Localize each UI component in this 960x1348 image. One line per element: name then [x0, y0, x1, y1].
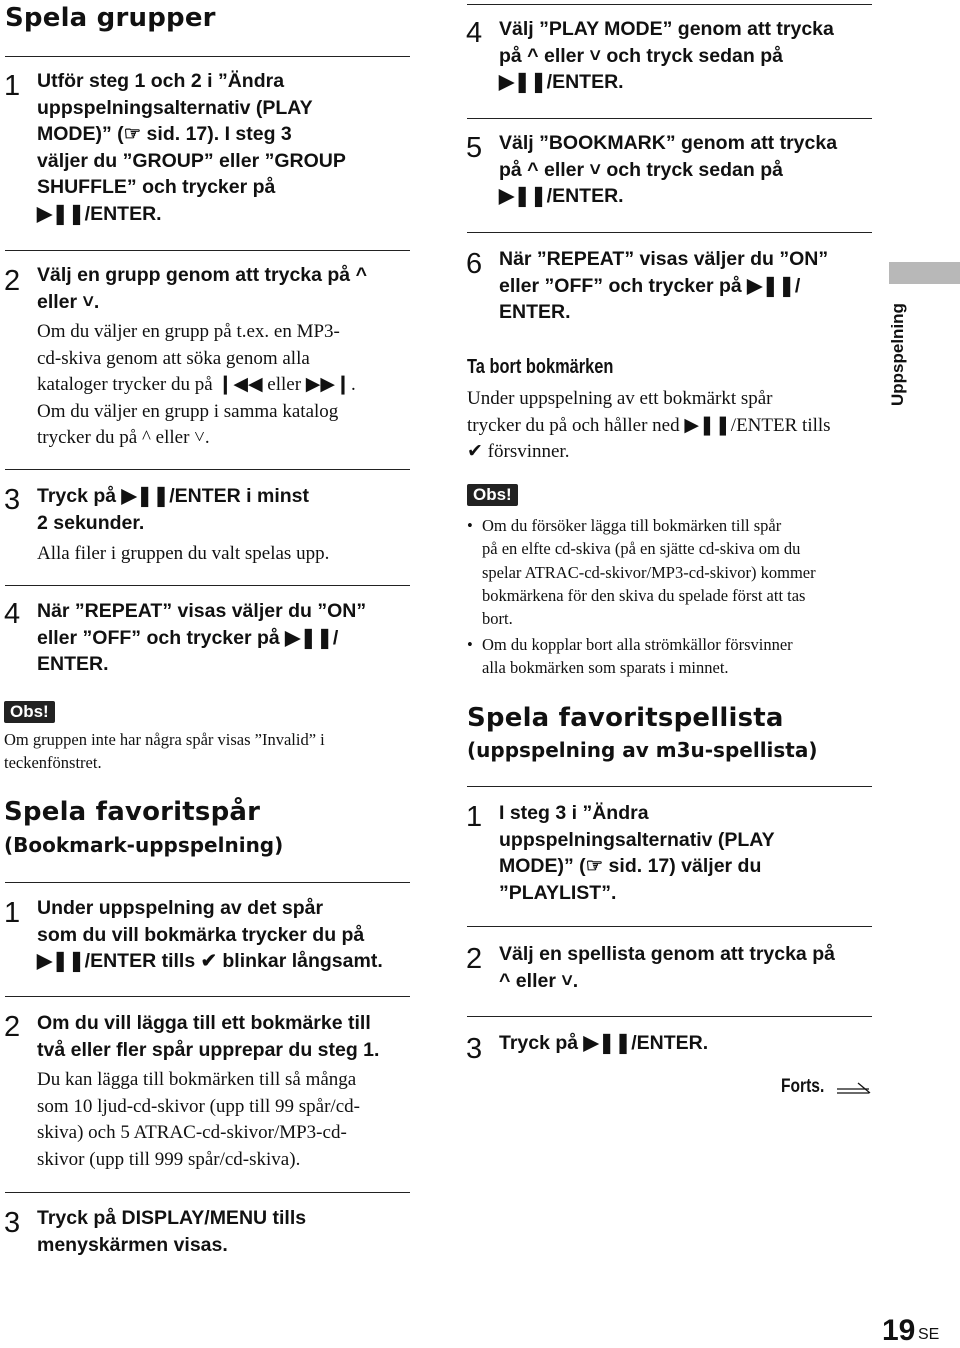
step-explanation: Alla filer i gruppen du valt spelas upp. — [37, 543, 330, 564]
step-number: 1 — [466, 801, 483, 833]
page-language-code: SE — [918, 1326, 940, 1343]
step-number: 5 — [466, 132, 483, 164]
remove-bookmarks-text: Under uppspelning av ett bokmärkt spår trycker du på och håller ned ▶❚❚/ENTER tills ✔ försvinner. — [467, 388, 831, 462]
section-title-play-groups: Spela grupper — [5, 3, 216, 33]
divider — [467, 4, 872, 5]
divider — [467, 786, 872, 787]
step-number: 4 — [466, 17, 483, 49]
step-number: 3 — [4, 484, 21, 516]
step-instruction: Välj ”BOOKMARK” genom att trycka på ^ eller ˅ och tryck sedan på ▶❚❚/ENTER. — [499, 132, 838, 207]
note-bullet-text: Om du försöker lägga till bokmärken till spår på en elfte cd-skiva (på en sjätte cd-skiva om du spelar ATRAC-cd-skivor/MP3-cd-skivor) kommer bokmärkena för den skiva du spelade först att tas bort. — [482, 516, 816, 629]
divider — [5, 56, 410, 57]
step-instruction: Välj en spellista genom att trycka på ^ eller ˅. — [499, 943, 835, 992]
subheading-remove-bookmarks: Ta bort bokmärken — [467, 356, 614, 378]
divider — [467, 232, 872, 233]
step-number: 2 — [466, 943, 483, 975]
step-number: 2 — [4, 265, 21, 297]
divider — [5, 250, 410, 251]
step-instruction: Utför steg 1 och 2 i ”Ändra uppspelningsalternativ (PLAY MODE)” (☞ sid. 17). I steg 3 väljer du ”GROUP” eller ”GROUP SHUFFLE” och trycker på ▶❚❚/ENTER. — [37, 70, 346, 225]
arrow-right-icon — [836, 1082, 872, 1096]
divider — [5, 996, 410, 997]
step-number: 6 — [466, 248, 483, 280]
step-explanation: Om du väljer en grupp på t.ex. en MP3- cd-skiva genom att söka genom alla kataloger trycker du på ❙◀◀ eller ▶▶❙. Om du väljer en grupp i samma katalog trycker du på ^ eller ˅. — [37, 321, 356, 448]
step-number: 3 — [4, 1207, 21, 1239]
section-title-favorite-tracks: Spela favoritspår — [4, 797, 261, 827]
divider — [5, 1192, 410, 1193]
page-number: 19 — [882, 1314, 916, 1347]
divider — [467, 1016, 872, 1017]
divider — [5, 585, 410, 586]
step-instruction: I steg 3 i ”Ändra uppspelningsalternativ (PLAY MODE)” (☞ sid. 17) väljer du ”PLAYLIST”. — [499, 802, 775, 904]
divider — [467, 118, 872, 119]
side-tab-marker — [889, 262, 960, 284]
step-number: 1 — [4, 70, 21, 102]
step-instruction: Tryck på DISPLAY/MENU tills menyskärmen visas. — [37, 1207, 307, 1256]
section-subtitle: (Bookmark-uppspelning) — [4, 833, 284, 857]
step-instruction: Under uppspelning av det spår som du vill bokmärka trycker du på ▶❚❚/ENTER tills ✔ blinkar långsamt. — [37, 897, 383, 972]
step-instruction: Välj ”PLAY MODE” genom att trycka på ^ eller ˅ och tryck sedan på ▶❚❚/ENTER. — [499, 18, 834, 93]
note-bullet-dot: • — [467, 635, 473, 654]
divider — [5, 882, 410, 883]
section-title-favorite-playlist: Spela favoritspellista — [467, 703, 784, 733]
step-instruction: När ”REPEAT” visas väljer du ”ON” eller ”OFF” och trycker på ▶❚❚/ ENTER. — [37, 600, 367, 675]
step-instruction: Välj en grupp genom att trycka på ^ eller ˅. — [37, 264, 367, 313]
divider — [5, 469, 410, 470]
step-instruction: Om du vill lägga till ett bokmärke till två eller fler spår upprepar du steg 1. — [37, 1012, 380, 1061]
step-number: 1 — [4, 897, 21, 929]
note-badge: Obs! — [4, 701, 55, 723]
note-text: Om gruppen inte har några spår visas ”Invalid” i teckenfönstret. — [4, 730, 325, 773]
section-subtitle: (uppspelning av m3u-spellista) — [467, 738, 818, 762]
step-instruction: När ”REPEAT” visas väljer du ”ON” eller ”OFF” och trycker på ▶❚❚/ ENTER. — [499, 248, 829, 323]
step-number: 3 — [466, 1033, 483, 1065]
continued-label: Forts. — [781, 1076, 825, 1097]
divider — [467, 926, 872, 927]
note-bullet-dot: • — [467, 516, 473, 535]
step-instruction: Tryck på ▶❚❚/ENTER i minst 2 sekunder. — [37, 485, 309, 534]
note-bullet-text: Om du kopplar bort alla strömkällor försvinner alla bokmärken som sparats i minnet. — [482, 635, 793, 678]
step-explanation: Du kan lägga till bokmärken till så många som 10 ljud-cd-skivor (upp till 99 spår/cd- skiva) och 5 ATRAC-cd-skivor/MP3-cd- skivor (upp till 999 spår/cd-skiva). — [37, 1069, 360, 1170]
step-instruction: Tryck på ▶❚❚/ENTER. — [499, 1032, 709, 1054]
step-number: 2 — [4, 1011, 21, 1043]
side-tab-label: Uppspelning — [888, 303, 907, 406]
step-number: 4 — [4, 598, 21, 630]
note-badge: Obs! — [467, 484, 518, 506]
